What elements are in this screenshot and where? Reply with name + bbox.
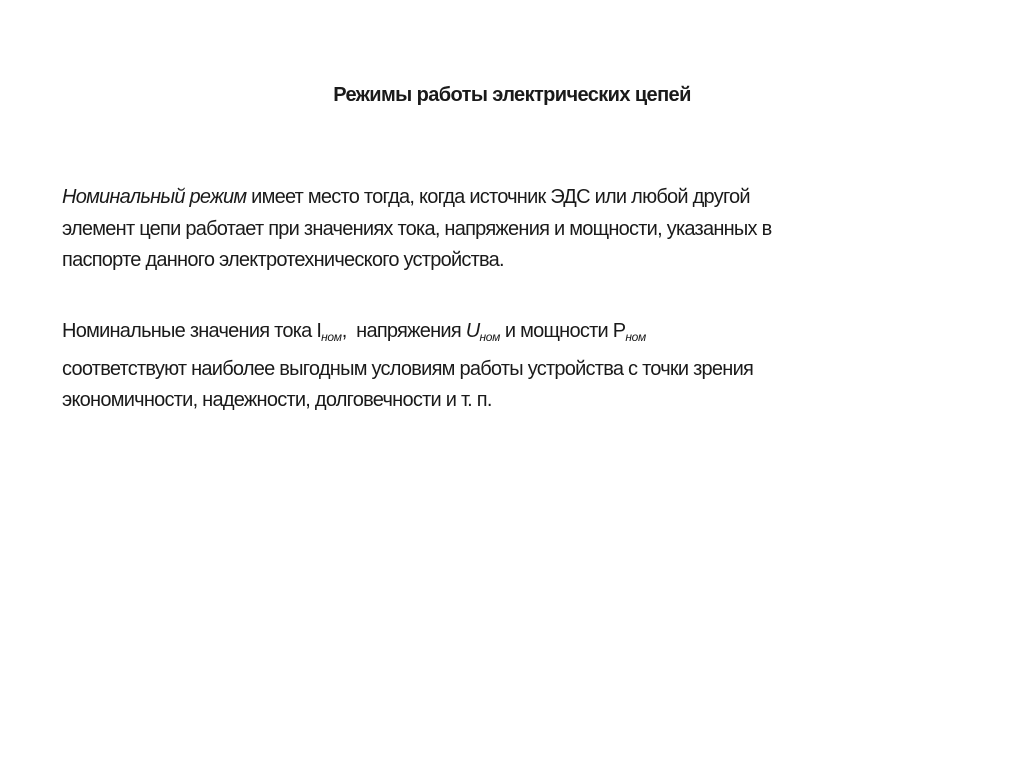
subscript: ном (625, 330, 646, 344)
symbol-u: U (465, 320, 480, 342)
subscript: ном (479, 330, 501, 344)
paragraph-line: паспорте данного электротехнического устройства. (62, 249, 504, 271)
paragraph-line: элемент цепи работает при значениях тока, напряжения и мощности, указанных в (62, 217, 772, 240)
paragraph-line (62, 182, 992, 214)
slide-title: Режимы работы электрических цепей (333, 84, 691, 106)
text: , напряжения (341, 320, 466, 342)
paragraph-line: соответствуют наиболее выгодным условиям работы устройства с точки зрения (62, 357, 754, 380)
paragraph-line (62, 316, 992, 354)
paragraph-nominal-mode (62, 182, 992, 277)
text: и мощности P (500, 320, 626, 342)
text: Номинальные значения тока I (62, 320, 322, 342)
paragraph-nominal-values (62, 316, 992, 417)
paragraph-line: экономичности, надежности, долговечности и т. п. (62, 389, 492, 411)
text: имеет место тогда, когда источник ЭДС или любой другой (246, 186, 750, 208)
subscript: ном (321, 330, 342, 344)
term-nominal-mode: Номинальный режим (62, 186, 247, 208)
